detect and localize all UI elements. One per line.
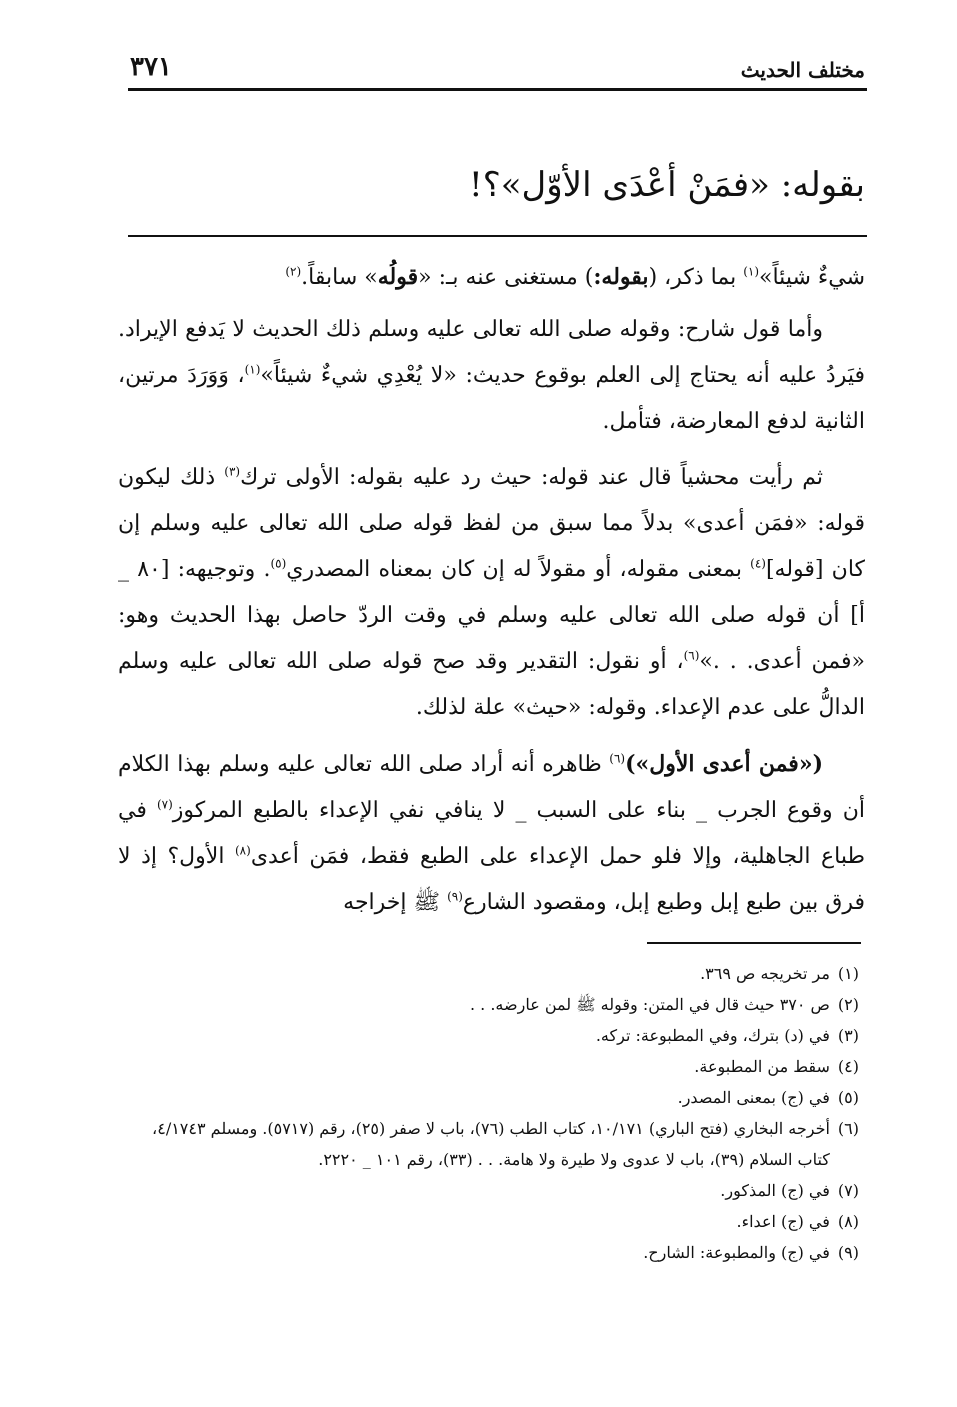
text-run: شيءٌ شيئاً» (759, 265, 865, 290)
footnote-text: أخرجه البخاري (فتح الباري) ١٠/١٧١، كتاب الطب (٧٦)، باب لا صفر (٢٥)، رقم (٥٧١٧). ومسلم ٤/١٧٤٣، كتاب السلام (٣٩)، باب لا عدوى ولا طيرة ولا هامة. . . (٣٣)، رقم ١٠١ _ ٢٢٢٠. (152, 1119, 830, 1169)
footnote-number: (٩) (837, 1243, 859, 1262)
text-run: . وتوجيهه: [٨٠ _ أ] أن قوله صلى الله تعالى عليه وسلم في وقت الردّ حاصل بهذا الحديث وهو: «فمن أعدى. . .» (118, 557, 865, 674)
text-run: ) مستغنى عنه بـ: « (418, 265, 594, 290)
text-run: الأول؟ إذ لا فرق بين طبع إبل وطبع إبل، ومقصود الشارع (118, 844, 865, 915)
footnote-ref: (٨) (234, 843, 251, 858)
footnote-number: (٦) (837, 1119, 859, 1138)
footnote-text: مر تخريجه ص ٣٦٩. (700, 964, 830, 983)
paragraph-3 (118, 455, 865, 731)
paragraph-2 (118, 307, 865, 445)
text-run: وأما قول شارح: وقوله صلى الله تعالى عليه وسلم ذلك الحديث لا يَدفع الإيراد. فيَردُ عليه أنه يحتاج إلى العلم بوقوع حديث: «لا يُعْدِي شيءٌ شيئاً» (118, 317, 865, 388)
footnote-item (118, 1237, 859, 1268)
text-run: ظاهره أنه أراد صلى الله تعالى عليه وسلم بهذا الكلام أن وقوع الجرب _ بناء على السبب _ لا ينافي نفي الإعداء بالطبع المركوز (118, 752, 865, 823)
footnote-ref: (٤) (750, 556, 766, 571)
main-text (118, 254, 865, 936)
footnote-ref: (٣) (224, 464, 241, 479)
footnote-number: (١) (837, 964, 859, 983)
footnote-ref: (٦) (683, 648, 700, 663)
footnote-ref: (٢) (285, 264, 302, 279)
footnote-item (118, 1082, 859, 1113)
text-run-bold: قولُه (377, 264, 419, 290)
text-run: ﷺ إخراجه (343, 890, 448, 915)
footnote-number: (٥) (837, 1088, 859, 1107)
paragraph-4 (118, 741, 865, 926)
text-run: ، أو نقول: التقدير وقد صح قوله صلى الله تعالى عليه وسلم الدالُّ على عدم الإعداء. وقوله: «حيث» علة لذلك. (118, 649, 865, 720)
footnote-number: (٨) (837, 1212, 859, 1231)
footnote-ref: (٩) (447, 889, 463, 904)
footnote-text: في (ج) والمطبوعة: الشارح. (643, 1243, 830, 1262)
footnote-item (118, 1175, 859, 1206)
paragraph-1 (118, 254, 865, 301)
section-rule (128, 235, 867, 237)
footnote-item (118, 1020, 859, 1051)
text-run: بمعنى مقوله، أو مقولاً له إن كان بمعناه المصدري (286, 557, 751, 582)
footnote-ref: (٧) (156, 797, 173, 812)
footnote-ref: (١) (743, 264, 760, 279)
running-header (130, 48, 865, 88)
footnote-number: (٧) (837, 1181, 859, 1200)
running-title: مختلف الحديث (740, 58, 865, 82)
footnote-item (118, 958, 859, 989)
page-number: ٣٧١ (130, 52, 172, 82)
footnote-number: (٤) (837, 1057, 859, 1076)
footnote-text: في (ج) بمعنى المصدر. (677, 1088, 830, 1107)
footnote-text: سقط من المطبوعة. (694, 1057, 830, 1076)
footnote-text: في (ج) اعداء. (736, 1212, 830, 1231)
footnote-ref: (٥) (270, 556, 287, 571)
text-run-bold: بقوله: (593, 264, 649, 290)
footnote-item (118, 989, 859, 1020)
footnote-item (118, 1206, 859, 1237)
footnote-ref: (١) (244, 362, 261, 377)
text-run: ، وَوَرَدَ مرتين، الثانية لدفع المعارضة، فتأمل. (118, 363, 865, 434)
footnotes (118, 958, 859, 1268)
text-run-bold: («فمن أعدى الأول») (625, 751, 823, 777)
footnote-text: في (د) بترك، وفي المطبوعة: تركه. (595, 1026, 830, 1045)
footnote-number: (٢) (837, 995, 859, 1014)
footnote-text: في (ج) المذكور. (720, 1181, 830, 1200)
text-run: في طباع الجاهلية، وإلا فلو حمل الإعداء على الطبع فقط، فمَن أعدى (118, 798, 865, 869)
text-run: ثم رأيت محشياً قال عند قوله: حيث رد عليه بقوله: الأولى ترك (240, 465, 823, 490)
footnote-item (118, 1113, 859, 1175)
continued-line: بقوله: «فمَنْ أعْدَى الأوّل»؟! (469, 165, 865, 205)
footnote-item (118, 1051, 859, 1082)
text-run: ذلك ليكون قوله: «فمَن أعدى» بدلاً مما سبق من لفظ قوله صلى الله تعالى عليه وسلم إن كان [قوله] (118, 465, 866, 582)
header-rule (128, 88, 867, 91)
footnote-text: ص ٣٧٠ حيث قال في المتن: وقوله ﷺ لمن عارضه. . . (470, 995, 830, 1014)
footnote-number: (٣) (837, 1026, 859, 1045)
text-run: بما ذكر، ( (648, 265, 744, 290)
footnote-ref: (٦) (609, 751, 626, 766)
footnote-rule (647, 942, 861, 944)
text-run: » سابقاً. (301, 265, 378, 290)
